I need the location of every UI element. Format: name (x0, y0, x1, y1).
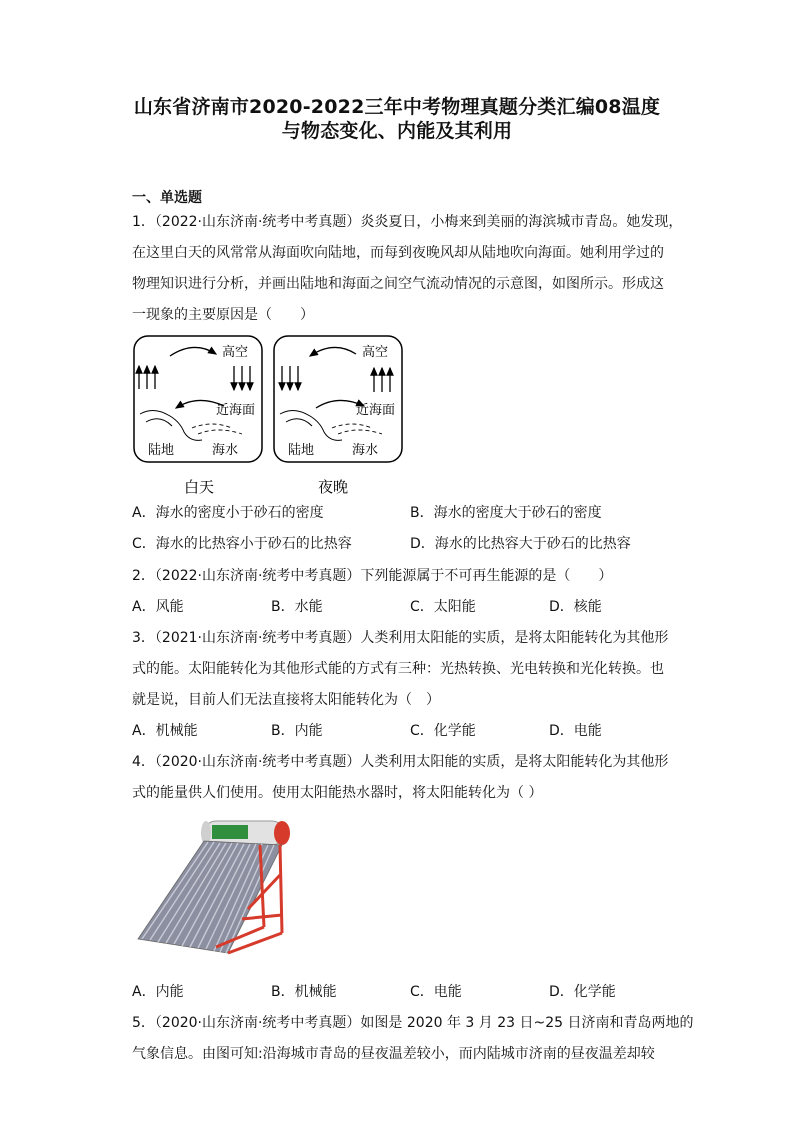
waves (332, 424, 382, 434)
upper-arrow (310, 347, 356, 356)
q4-option-d[interactable]: D．化学能 (549, 984, 616, 1000)
upper-arrow (170, 347, 216, 356)
q4-text-line: 式的能量供人们使用。使用太阳能热水器时，将太阳能转化为（ ） (132, 785, 543, 801)
q1-text-line: 1．（2022·山东济南·统考中考真题）炎炎夏日，小梅来到美丽的海滨城市青岛。她发现， (132, 214, 683, 230)
q2-option-d[interactable]: D．核能 (549, 599, 602, 615)
q2-text-line: 2．（2022·山东济南·统考中考真题）下列能源属于不可再生能源的是（ ） (132, 568, 613, 584)
q1-option-c[interactable]: C．海水的比热容小于砂石的比热容 (132, 536, 352, 552)
label-land: 陆地 (148, 443, 175, 458)
q3-text-line: 就是说，目前人们无法直接将太阳能转化为（ ） (132, 692, 440, 708)
solar-water-heater-image (132, 815, 292, 965)
label-sea: 海水 (352, 443, 379, 458)
waves (192, 424, 242, 434)
up-arrows (139, 366, 155, 389)
q1-text-line: 在这里白天的风常常从海面吹向陆地，而每到夜晚风却从陆地吹向海面。她利用学过的 (132, 245, 664, 261)
up-arrows (374, 368, 390, 392)
q1-option-b[interactable]: B．海水的密度大于砂石的密度 (410, 505, 602, 521)
label-near-sea: 近海面 (356, 403, 396, 418)
q4-option-c[interactable]: C．电能 (410, 984, 462, 1000)
q3-option-d[interactable]: D．电能 (549, 723, 602, 739)
day-panel (134, 336, 262, 462)
q5-text-line: 气象信息。由图可知:沿海城市青岛的昼夜温差较小，而内陆城市济南的昼夜温差却较 (132, 1046, 655, 1062)
q4-option-b[interactable]: B．机械能 (271, 984, 337, 1000)
q4-text-line: 4．（2020·山东济南·统考中考真题）人类利用太阳能的实质，是将太阳能转化为其他形 (132, 754, 669, 770)
q3-option-c[interactable]: C．化学能 (410, 723, 476, 739)
tank-label (212, 825, 248, 839)
document-title-line2: 与物态变化、内能及其利用 (281, 120, 513, 142)
label-sky: 高空 (362, 345, 389, 360)
q2-option-b[interactable]: B．水能 (271, 599, 323, 615)
label-land: 陆地 (288, 443, 315, 458)
night-panel (274, 336, 402, 462)
down-arrows (234, 366, 250, 390)
q5-text-line: 5．（2020·山东济南·统考中考真题）如图是 2020 年 3 月 23 日~25 日济南和青岛两地的 (132, 1015, 694, 1031)
q1-text-line: 一现象的主要原因是（ ） (132, 307, 314, 323)
q3-text-line: 3．（2021·山东济南·统考中考真题）人类利用太阳能的实质，是将太阳能转化为其他形 (132, 630, 669, 646)
sea-breeze-diagram (132, 334, 412, 499)
q2-option-a[interactable]: A．风能 (132, 599, 184, 615)
section-heading: 一、单选题 (132, 190, 202, 206)
q3-option-a[interactable]: A．机械能 (132, 723, 198, 739)
q1-option-a[interactable]: A．海水的密度小于砂石的密度 (132, 505, 324, 521)
label-near-sea: 近海面 (216, 403, 256, 418)
q1-text-line: 物理知识进行分析，并画出陆地和海面之间空气流动情况的示意图，如图所示。形成这 (132, 276, 664, 292)
q4-option-a[interactable]: A．内能 (132, 984, 184, 1000)
label-sea: 海水 (212, 443, 239, 458)
caption-night: 夜晚 (318, 478, 349, 496)
document-title-line1: 山东省济南市2020-2022三年中考物理真题分类汇编08温度 (133, 96, 661, 118)
down-arrows (282, 366, 298, 390)
caption-day: 白天 (184, 478, 215, 496)
tank-cap (274, 821, 290, 845)
q1-option-d[interactable]: D．海水的比热容大于砂石的比热容 (410, 536, 631, 552)
label-sky: 高空 (222, 345, 249, 360)
q2-option-c[interactable]: C．太阳能 (410, 599, 476, 615)
q3-option-b[interactable]: B．内能 (271, 723, 323, 739)
q3-text-line: 式的能。太阳能转化为其他形式能的方式有三种：光热转换、光电转换和光化转换。也 (132, 661, 664, 677)
